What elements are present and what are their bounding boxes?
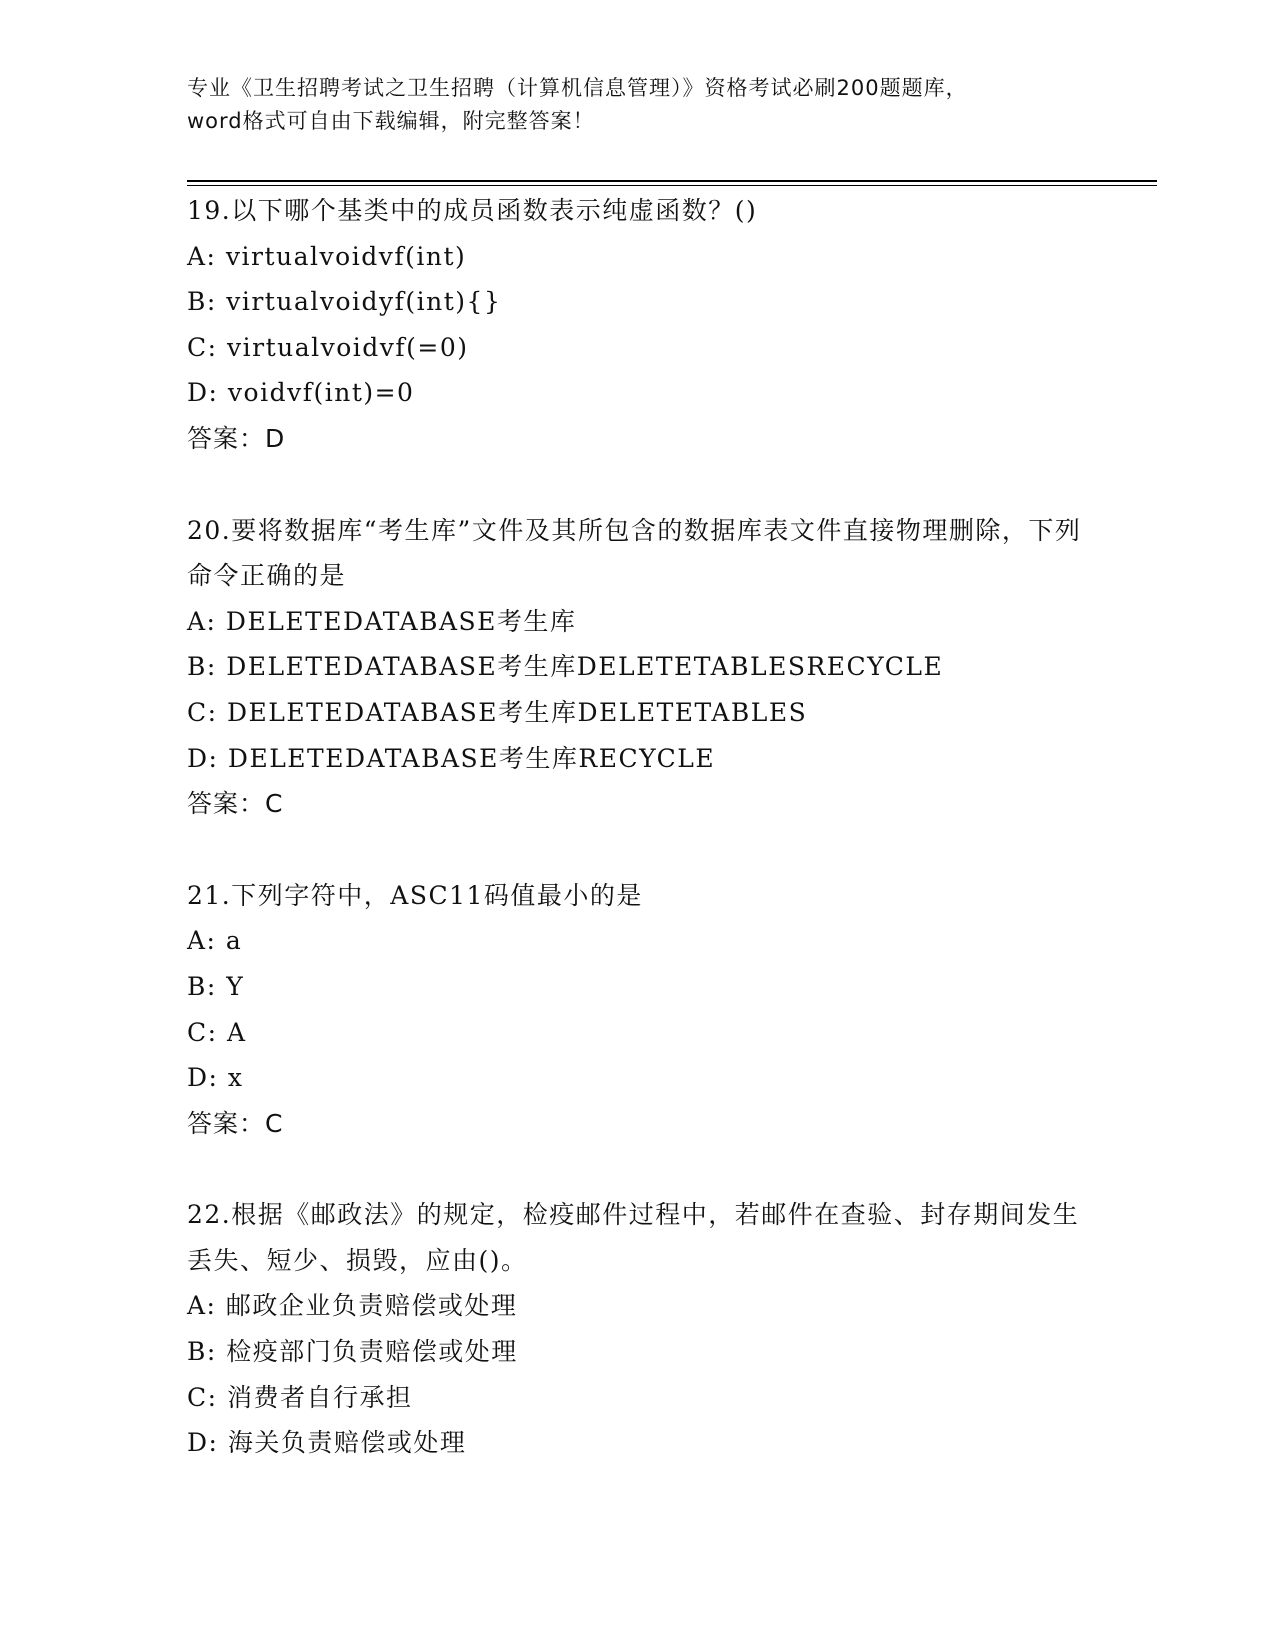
- option-c: C: 消费者自行承担: [187, 1382, 413, 1412]
- option-b: B: DELETEDATABASE考生库DELETETABLESRECYCLE: [187, 652, 944, 682]
- option-d: D: DELETEDATABASE考生库RECYCLE: [187, 743, 716, 773]
- option-d: D: 海关负责赔偿或处理: [187, 1428, 467, 1458]
- answer-line: 答案：D: [187, 423, 286, 453]
- option-b: B: virtualvoidyf(int){}: [187, 287, 502, 317]
- header-rule-thin: [187, 185, 1157, 186]
- question-19: [187, 188, 1087, 462]
- option-a: A: DELETEDATABASE考生库: [187, 606, 577, 636]
- option-c: C: A: [187, 1017, 247, 1047]
- question-20: [187, 508, 1087, 827]
- question-stem: 20.要将数据库“考生库”文件及其所包含的数据库表文件直接物理删除，下列命令正确的是: [187, 515, 1082, 591]
- question-21: [187, 873, 1087, 1147]
- option-d: D: x: [187, 1063, 244, 1093]
- question-list: [187, 188, 1087, 1512]
- answer-line: 答案：C: [187, 1108, 284, 1138]
- option-a: A: virtualvoidvf(int): [187, 241, 467, 271]
- question-stem: 22.根据《邮政法》的规定，检疫邮件过程中，若邮件在查验、封存期间发生丢失、短少、损毁，应由()。: [187, 1200, 1080, 1275]
- header-line-1: 专业《卫生招聘考试之卫生招聘（计算机信息管理）》资格考试必刷200题题库，: [187, 76, 968, 100]
- document-header: [187, 72, 1087, 138]
- option-b: B: Y: [187, 971, 245, 1001]
- header-line-2: word格式可自由下载编辑，附完整答案！: [187, 109, 595, 133]
- option-c: C: DELETEDATABASE考生库DELETETABLES: [187, 697, 808, 727]
- question-stem: 19.以下哪个基类中的成员函数表示纯虚函数？(): [187, 196, 758, 225]
- option-d: D: voidvf(int)=0: [187, 378, 415, 408]
- question-stem: 21.下列字符中，ASC11码值最小的是: [187, 880, 643, 910]
- answer-line: 答案：C: [187, 789, 284, 819]
- option-c: C: virtualvoidvf(=0): [187, 332, 469, 362]
- option-a: A: a: [187, 926, 243, 956]
- option-a: A: 邮政企业负责赔偿或处理: [187, 1291, 518, 1321]
- header-rule-thick: [187, 180, 1157, 182]
- question-22: [187, 1192, 1087, 1466]
- option-b: B: 检疫部门负责赔偿或处理: [187, 1337, 518, 1367]
